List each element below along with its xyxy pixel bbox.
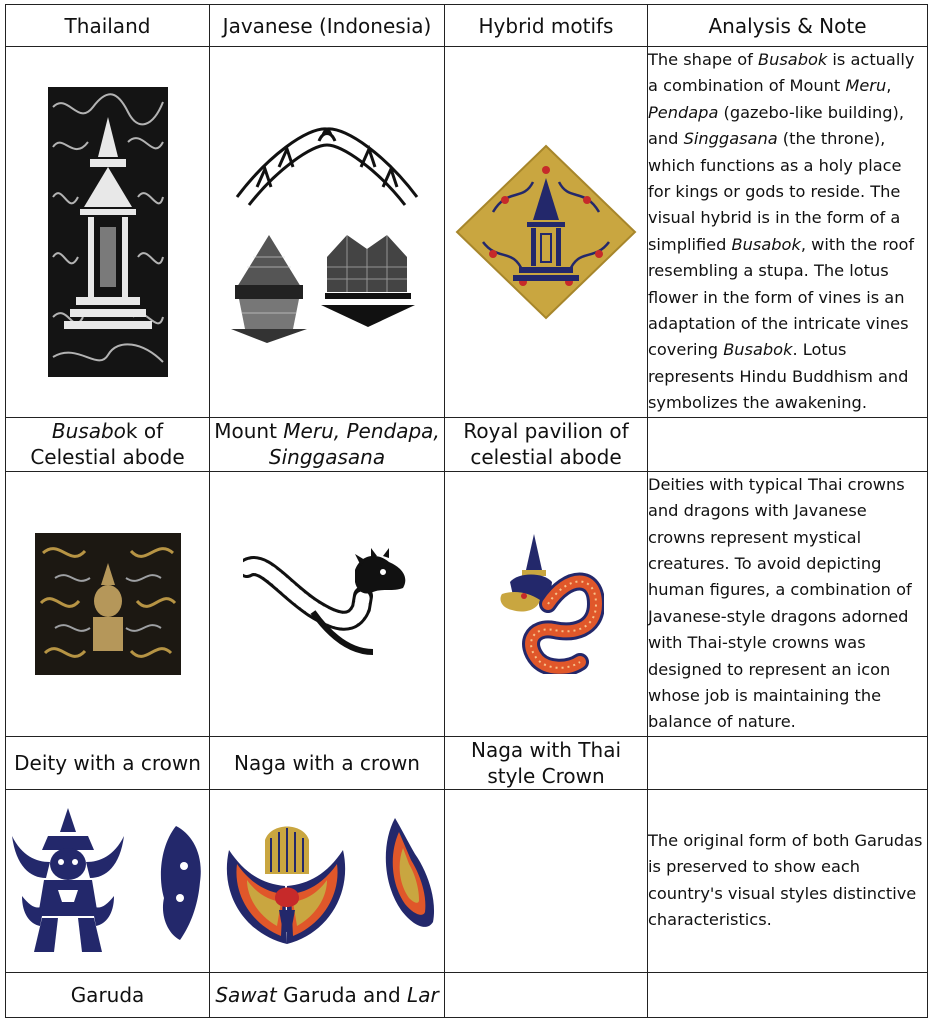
caption-empty-3 <box>445 972 648 1017</box>
caption-empty-4 <box>648 972 928 1017</box>
caption-busabok: Busabok of Celestial abode <box>6 417 210 471</box>
caption-meru: Mount Meru, Pendapa, Singgasana <box>210 417 445 471</box>
caption-empty-1 <box>648 417 928 471</box>
busabok-analysis-note: The shape of Busabok is actually a combination of Mount Meru, Pendapa (gazebo-like building), and Singgasana (the throne), which functions as a holy place for kings or gods to reside. The visual hybrid is in the form of a simplified Busabok, with the roof resembling a stupa. The lotus flower in the form of vines is an adaptation of the intricate vines covering Busabok. Lotus represents Hindu Buddhism and symbolizes the awakening. <box>648 47 928 418</box>
header-hybrid: Hybrid motifs <box>445 5 648 47</box>
hybrid-pavilion-image <box>445 47 648 418</box>
hybrid-naga-image <box>445 471 648 736</box>
caption-naga: Naga with a crown <box>210 736 445 789</box>
meru-pendapa-image <box>210 47 445 418</box>
caption-royal-pavilion: Royal pavilion of celestial abode <box>445 417 648 471</box>
motif-table <box>5 4 928 1018</box>
caption-hybrid-naga: Naga with Thai style Crown <box>445 736 648 789</box>
header-javanese: Javanese (Indonesia) <box>210 5 445 47</box>
caption-sawat-garuda: Sawat Garuda and Lar <box>210 972 445 1017</box>
sawat-garuda-image <box>210 789 445 972</box>
caption-garuda: Garuda <box>6 972 210 1017</box>
hybrid-garuda-empty <box>445 789 648 972</box>
thai-garuda-image <box>6 789 210 972</box>
naga-analysis-note: Deities with typical Thai crowns and dragons with Javanese crowns represent mystical creatures. To avoid depicting human figures, a combination of Javanese-style dragons adorned with Thai-style crowns was designed to represent an icon whose job is maintaining the balance of nature. <box>648 471 928 736</box>
deity-crown-image <box>6 471 210 736</box>
caption-deity: Deity with a crown <box>6 736 210 789</box>
busabok-thai-image <box>6 47 210 418</box>
javanese-naga-image <box>210 471 445 736</box>
header-thailand: Thailand <box>6 5 210 47</box>
caption-empty-2 <box>648 736 928 789</box>
header-analysis: Analysis & Note <box>648 5 928 47</box>
garuda-analysis-note: The original form of both Garudas is preserved to show each country's visual styles distinctive characteristics. <box>648 789 928 972</box>
